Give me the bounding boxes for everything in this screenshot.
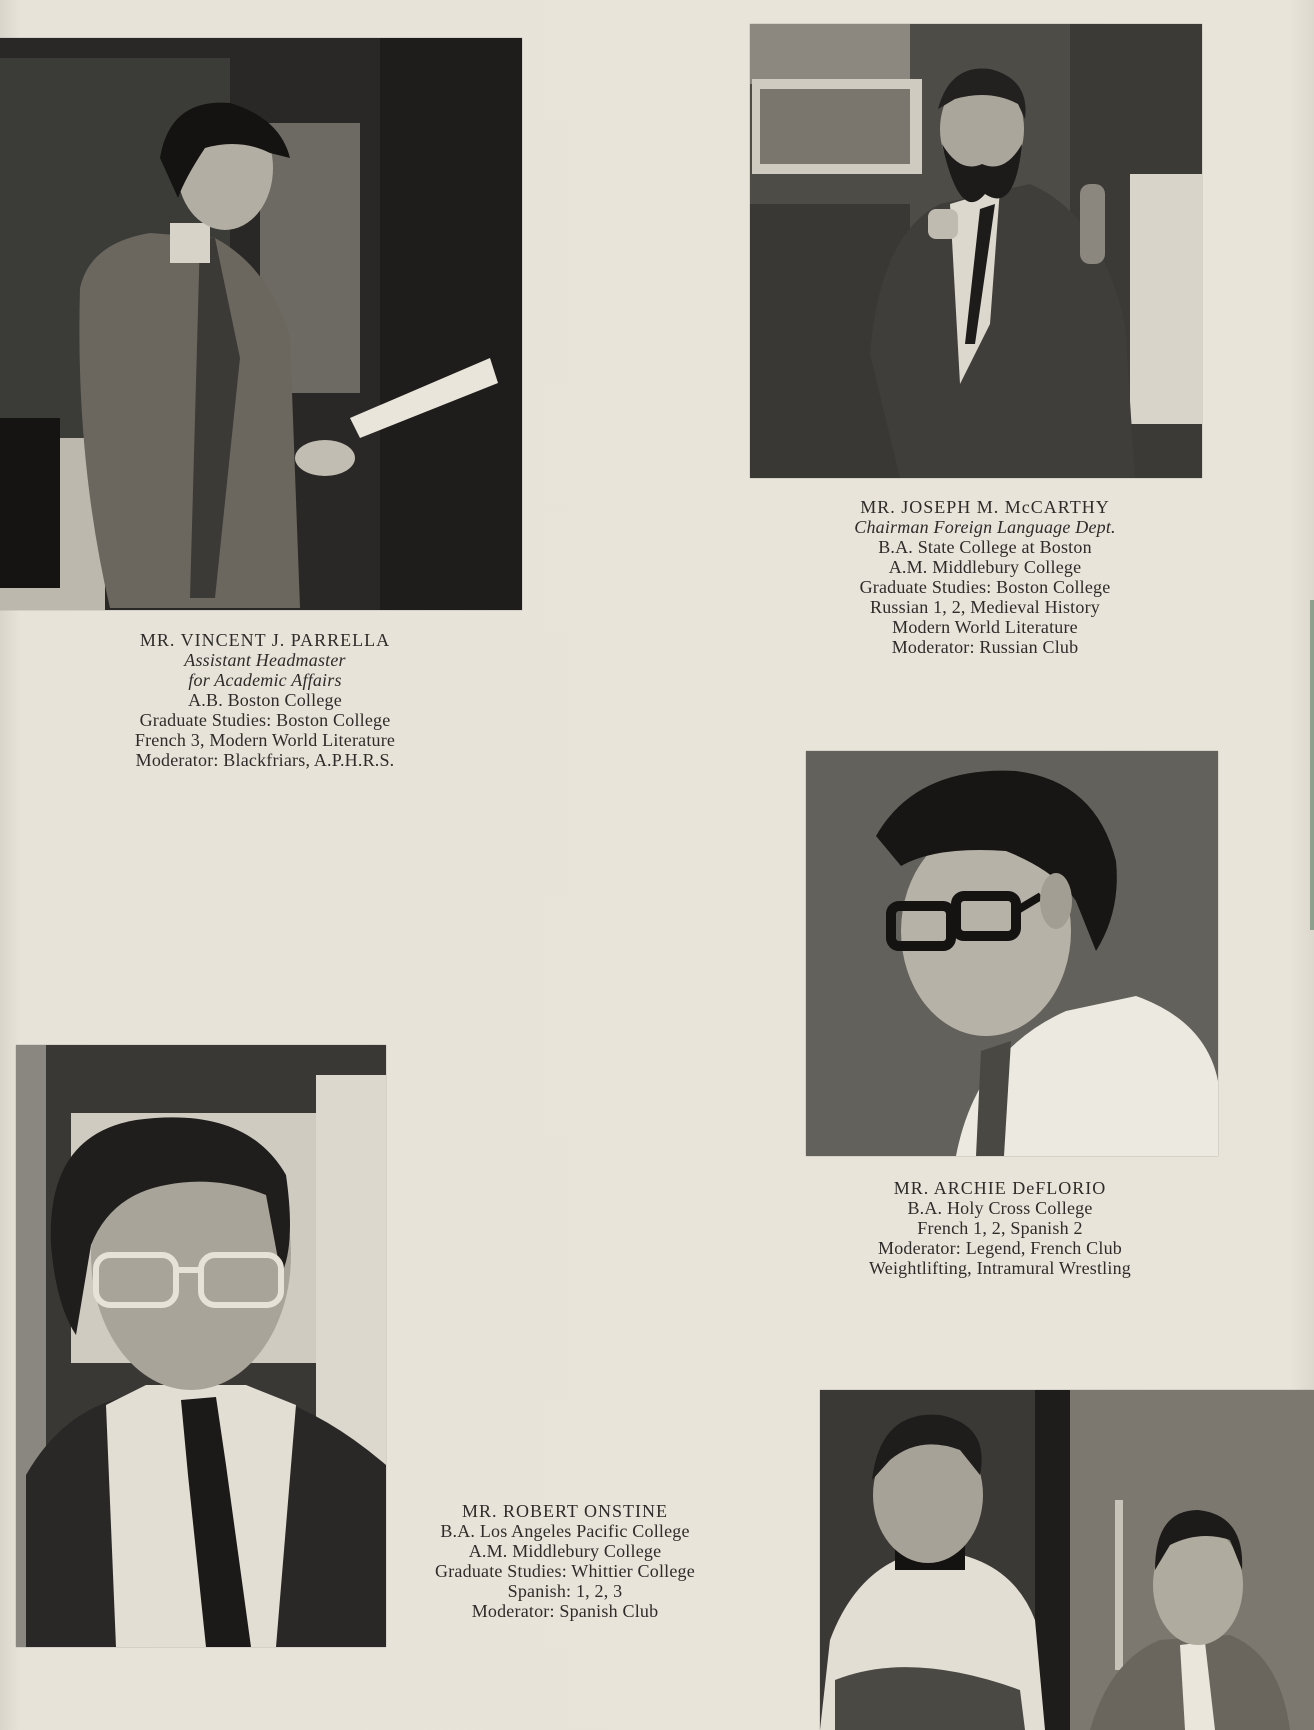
faculty-detail: A.B. Boston College: [188, 690, 342, 710]
faculty-name: MR. ARCHIE DeFLORIO: [893, 1178, 1107, 1198]
caption-parrella: [100, 630, 430, 770]
faculty-detail: Moderator: Spanish Club: [471, 1601, 659, 1621]
photo-parrella: [0, 38, 522, 610]
caption-deflorio: [835, 1178, 1165, 1278]
faculty-detail: B.A. Holy Cross College: [907, 1198, 1093, 1218]
caption-mccarthy: [820, 497, 1150, 657]
faculty-detail: Russian 1, 2, Medieval History: [870, 597, 1100, 617]
faculty-detail: Spanish: 1, 2, 3: [507, 1581, 623, 1601]
faculty-detail: B.A. Los Angeles Pacific College: [440, 1521, 690, 1541]
page-edge-mark: [1310, 600, 1314, 930]
faculty-name: MR. ROBERT ONSTINE: [461, 1501, 669, 1521]
faculty-detail: Weightlifting, Intramural Wrestling: [869, 1258, 1131, 1278]
faculty-name: MR. VINCENT J. PARRELLA: [139, 630, 391, 650]
faculty-detail: Graduate Studies: Whittier College: [435, 1561, 695, 1581]
faculty-detail: A.M. Middlebury College: [468, 1541, 662, 1561]
faculty-title: Chairman Foreign Language Dept.: [854, 517, 1116, 537]
faculty-detail: French 1, 2, Spanish 2: [917, 1218, 1083, 1238]
faculty-detail: B.A. State College at Boston: [878, 537, 1092, 557]
faculty-detail: Moderator: Legend, French Club: [878, 1238, 1122, 1258]
faculty-detail: Moderator: Blackfriars, A.P.H.R.S.: [135, 750, 395, 770]
photo-mccarthy: [750, 24, 1202, 478]
faculty-name: MR. JOSEPH M. McCARTHY: [860, 497, 1110, 517]
faculty-title: Assistant Headmaster: [184, 650, 346, 670]
faculty-detail: Moderator: Russian Club: [891, 637, 1079, 657]
faculty-detail: French 3, Modern World Literature: [134, 730, 396, 750]
faculty-detail: Modern World Literature: [892, 617, 1078, 637]
caption-onstine: [400, 1501, 730, 1621]
faculty-title: for Academic Affairs: [188, 670, 342, 690]
photo-onstine: [16, 1045, 386, 1647]
faculty-detail: Graduate Studies: Boston College: [859, 577, 1111, 597]
faculty-detail: Graduate Studies: Boston College: [139, 710, 391, 730]
photo-group-bottom-right: [820, 1390, 1314, 1730]
faculty-detail: A.M. Middlebury College: [888, 557, 1082, 577]
photo-deflorio: [806, 751, 1218, 1156]
